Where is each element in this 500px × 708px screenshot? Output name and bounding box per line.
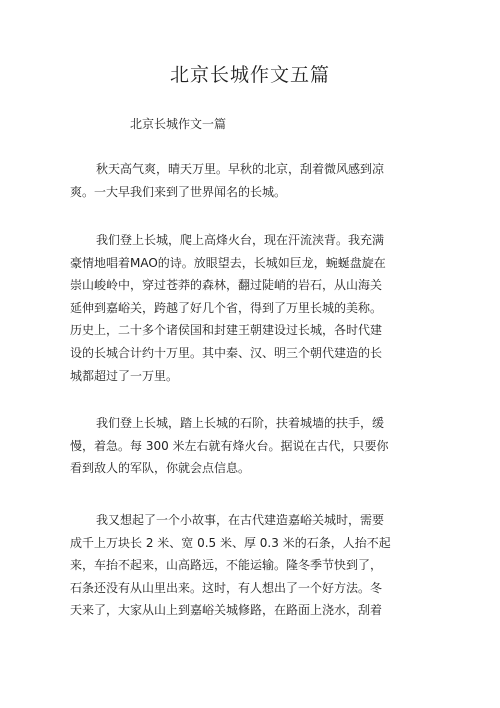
document-subtitle: 北京长城作文一篇: [130, 117, 227, 131]
paragraph-line: 城都超过了一万里。: [70, 368, 179, 383]
paragraph-line: 看到敌人的军队，你就会点信息。: [70, 461, 251, 476]
paragraph-2: [70, 229, 386, 387]
document-title: 北京长城作文五篇: [169, 64, 330, 86]
paragraph-line: 爽。一大早我们来到了世界闻名的长城。: [70, 184, 287, 199]
paragraph-line: 秋天高气爽，晴天万里。早秋的北京，刮着微风感到凉: [96, 162, 385, 176]
paragraph-line: 设的长城合计约十万里。其中秦、汉、明三个朝代建造的长: [70, 345, 383, 360]
paragraph-line: 石条还没有从山里出来。这时，有人想出了一个好方法。冬: [70, 580, 383, 595]
paragraph-4: [70, 509, 391, 622]
paragraph-line: 我们登上长城，踏上长城的石阶，扶着城墙的扶手，缓: [96, 416, 385, 430]
paragraph-1: [70, 158, 385, 203]
paragraph-3: [70, 412, 389, 480]
paragraph-line: 延伸到嘉峪关，跨越了好几个省，得到了万里长城的美称。: [70, 300, 383, 315]
paragraph-line: 历史上，二十多个诸侯国和封建王朝建设过长城，各时代建: [70, 323, 383, 338]
paragraph-line: 来，车抬不起来，山高路远，不能运输。隆冬季节快到了，: [70, 558, 383, 573]
paragraph-line: 我又想起了一个小故事，在古代建造嘉峪关城时，需要: [96, 513, 385, 527]
paragraph-line: 崇山峻岭中，穿过苍莽的森林，翻过陡峭的岩石，从山海关: [70, 278, 383, 293]
paragraph-line: 成千上万块长 2 米、宽 0.5 米、厚 0.3 米的石条，人抬不起: [70, 535, 391, 550]
paragraph-line: 慢，着急。每 300 米左右就有烽火台。据说在古代，只要你: [70, 438, 389, 453]
paragraph-line: 天来了，大家从山上到嘉峪关城修路，在路面上浇水，刮着: [70, 603, 383, 618]
paragraph-line: 我们登上长城，爬上高烽火台，现在汗流浃背。我充满: [96, 233, 385, 247]
paragraph-line: 豪情地唱着MAO的诗。放眼望去，长城如巨龙，蜿蜒盘旋在: [70, 255, 386, 270]
